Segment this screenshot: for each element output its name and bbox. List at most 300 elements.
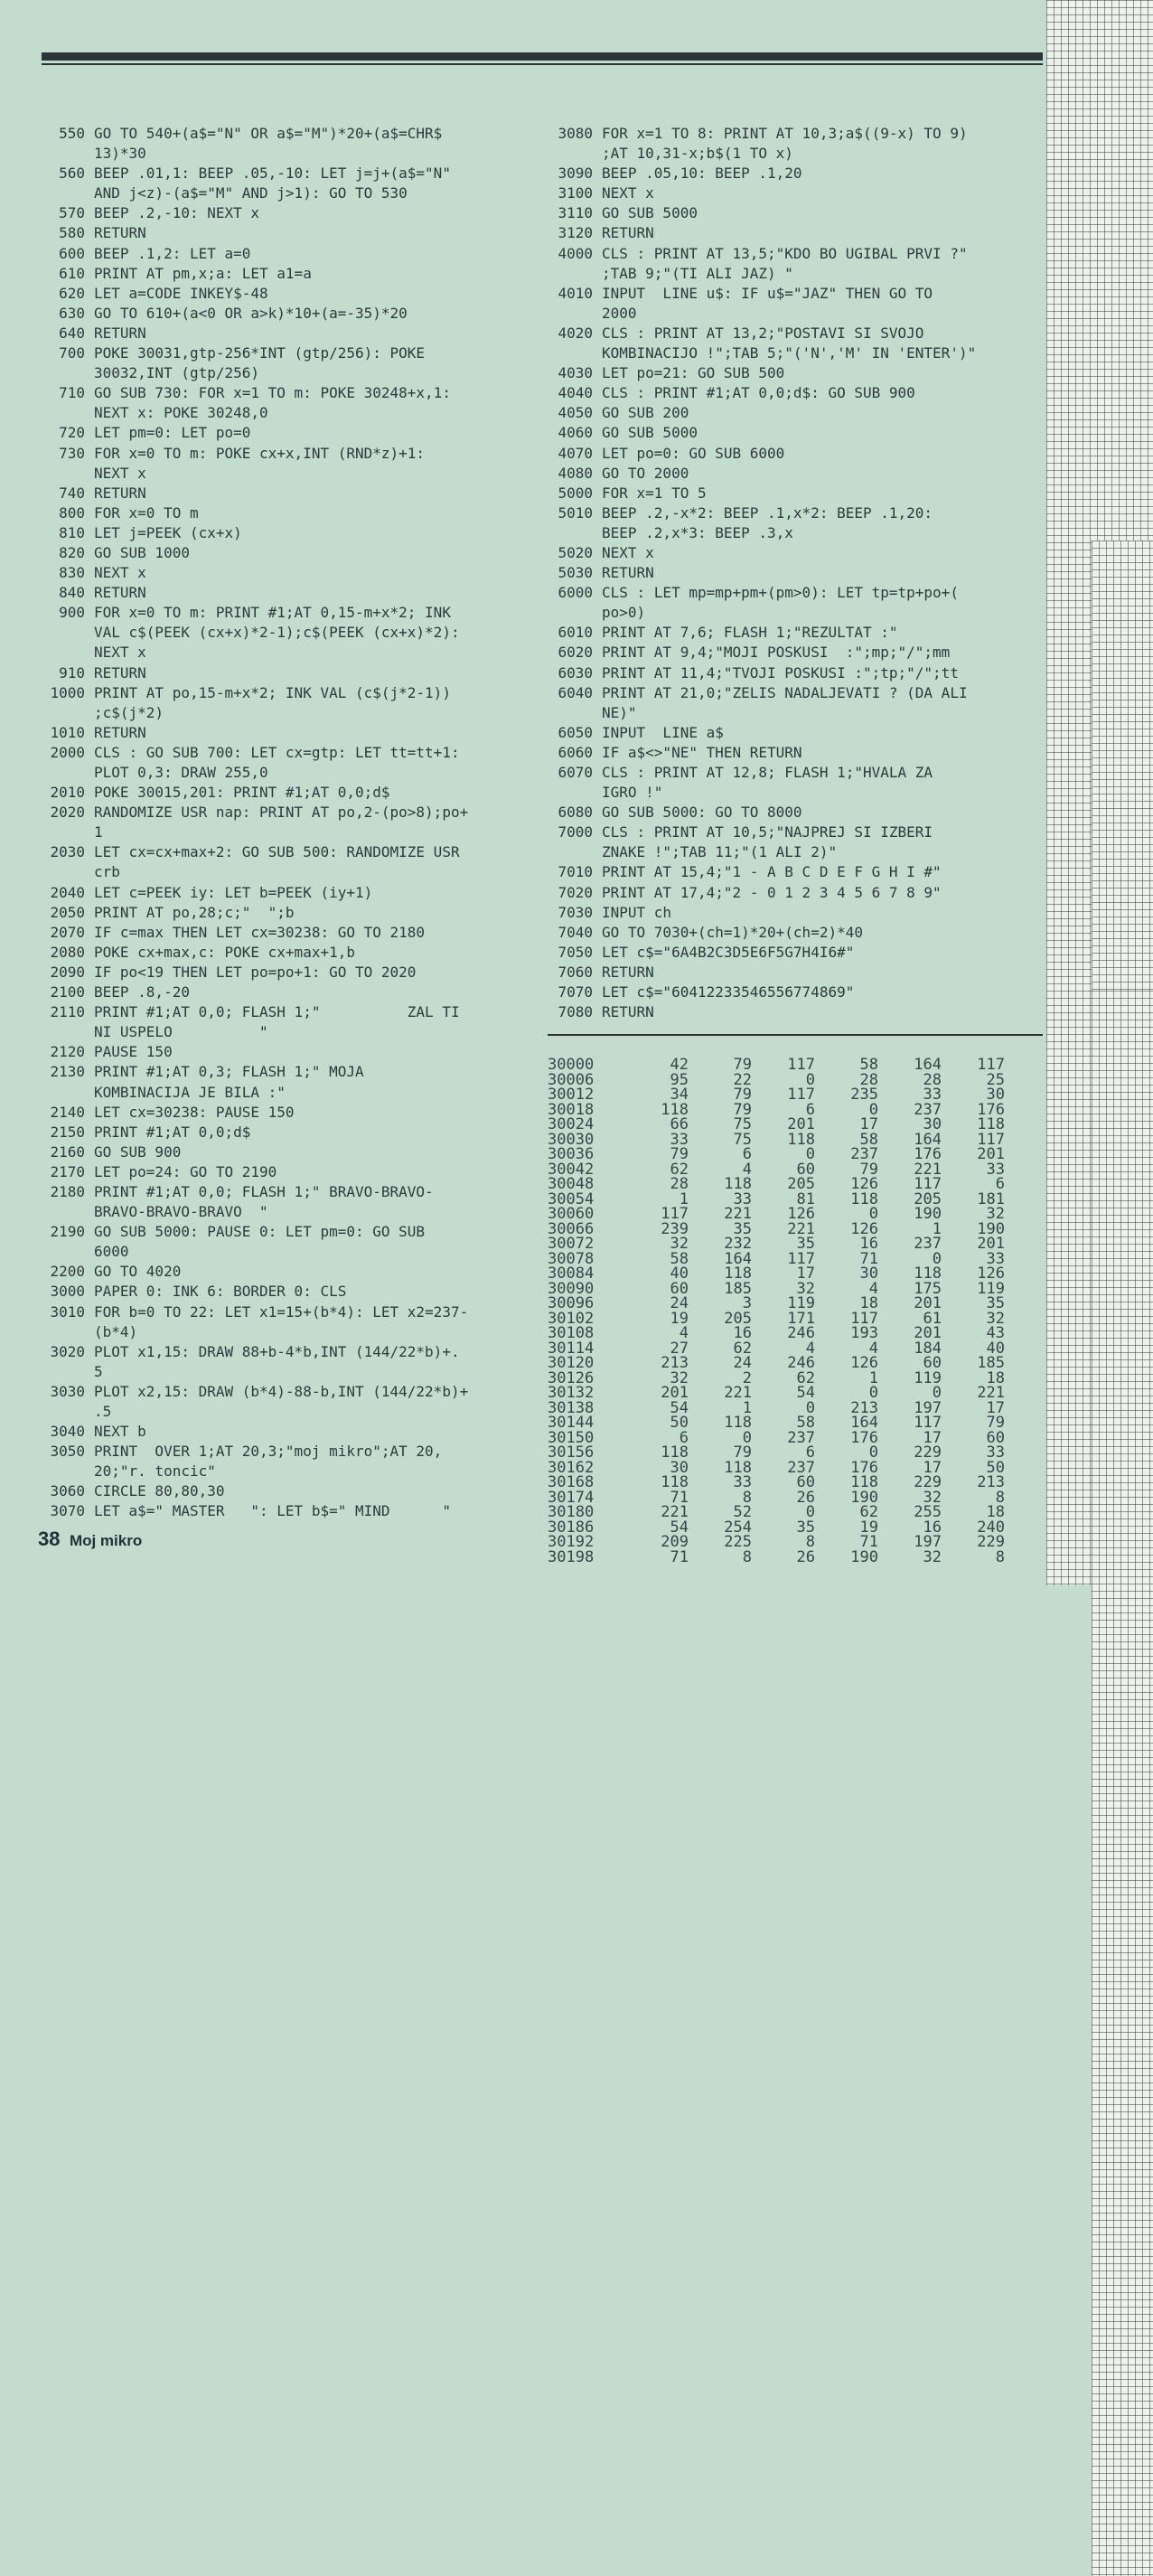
line-statement: POKE 30031,gtp-256*INT (gtp/256): POKE [94, 344, 426, 362]
dump-byte: 32 [670, 1368, 689, 1387]
dump-byte: 30 [986, 1086, 1005, 1104]
line-number: 2000 [50, 743, 85, 761]
code-line [40, 1422, 546, 1442]
dump-byte: 17 [986, 1398, 1005, 1417]
dump-byte: 237 [787, 1458, 815, 1477]
line-statement: NI USPELO " [94, 1023, 268, 1041]
dump-byte: 62 [796, 1368, 815, 1387]
code-line [40, 1123, 546, 1142]
dump-byte: 60 [670, 1279, 689, 1298]
dump-byte: 246 [787, 1324, 815, 1342]
dump-byte: 28 [923, 1070, 942, 1089]
line-number: 2020 [50, 804, 85, 822]
line-statement: RETURN [94, 484, 146, 502]
line-statement: PLOT x1,15: DRAW 88+b-4*b,INT (144/22*b)+. [94, 1342, 460, 1360]
line-number: 5010 [558, 503, 593, 522]
line-statement: POKE cx+max,c: POKE cx+max+1,b [94, 943, 355, 961]
dump-byte: 58 [796, 1414, 815, 1432]
dump-byte: 118 [661, 1100, 689, 1119]
line-number: 4010 [558, 284, 593, 302]
code-line [40, 1302, 546, 1322]
punch-hole-mark [1092, 991, 1153, 2576]
line-statement: LET po=21: GO SUB 500 [602, 364, 785, 382]
dump-byte: 221 [914, 1160, 942, 1179]
line-number: 1010 [50, 723, 85, 741]
dump-address: 30030 [548, 1130, 595, 1149]
dump-byte: 3 [742, 1294, 752, 1312]
dump-byte: 164 [914, 1056, 942, 1074]
dump-row [548, 1266, 1043, 1282]
dump-byte: 118 [724, 1458, 752, 1477]
code-line [548, 503, 1043, 523]
dump-byte: 193 [850, 1324, 878, 1342]
code-line [40, 1501, 546, 1521]
dump-byte: 184 [914, 1339, 942, 1358]
code-line [40, 523, 546, 543]
dump-byte: 205 [724, 1309, 752, 1328]
line-number: 7060 [558, 963, 593, 981]
code-line [548, 963, 1043, 982]
code-line [548, 743, 1043, 763]
code-line [40, 1262, 546, 1282]
line-statement: LET a=CODE INKEY$-48 [94, 284, 268, 302]
line-number: 3110 [558, 204, 593, 222]
line-number: 3040 [50, 1423, 85, 1441]
dump-byte: 8 [995, 1547, 1005, 1566]
line-statement: INPUT ch [602, 903, 672, 921]
dump-byte: 33 [733, 1473, 752, 1491]
dump-byte: 27 [670, 1339, 689, 1358]
dump-byte: 54 [796, 1384, 815, 1402]
code-line [548, 563, 1043, 583]
code-line [40, 343, 546, 363]
dump-row [548, 1326, 1043, 1341]
code-line [548, 244, 1043, 264]
dump-address: 30084 [548, 1264, 595, 1283]
code-line [548, 603, 1043, 623]
dump-byte: 118 [787, 1130, 815, 1149]
code-line [40, 1382, 546, 1402]
line-statement: RETURN [94, 723, 146, 741]
line-statement: LET a$=" MASTER ": LET b$=" MIND " [94, 1502, 451, 1520]
line-statement: NEXT x [602, 543, 654, 561]
dump-byte: 6 [995, 1175, 1005, 1193]
line-statement: .5 [94, 1403, 112, 1420]
line-statement: BEEP .2,-10: NEXT x [94, 204, 260, 222]
code-line [40, 244, 546, 264]
code-line [40, 1083, 546, 1103]
dump-byte: 176 [914, 1145, 942, 1163]
code-line [548, 423, 1043, 443]
dump-byte: 2 [742, 1368, 752, 1387]
line-statement: PLOT x2,15: DRAW (b*4)-88-b,INT (144/22*b)+ [94, 1382, 469, 1400]
code-line [548, 124, 1043, 144]
dump-byte: 246 [787, 1354, 815, 1372]
line-statement: ZNAKE !";TAB 11;"(1 ALI 2)" [602, 843, 838, 861]
dump-byte: 62 [670, 1160, 689, 1179]
dump-byte: 79 [733, 1086, 752, 1104]
dump-byte: 237 [914, 1100, 942, 1119]
line-statement: (b*4) [94, 1322, 138, 1340]
line-statement: PAUSE 150 [94, 1043, 173, 1061]
line-statement: RANDOMIZE USR nap: PRINT AT po,2-(po>8);po+ [94, 804, 469, 822]
dump-address: 30102 [548, 1309, 595, 1328]
dump-byte: 117 [914, 1414, 942, 1432]
dump-byte: 190 [914, 1205, 942, 1223]
line-number: 830 [59, 564, 85, 582]
line-number: 6030 [558, 663, 593, 682]
line-number: 600 [59, 244, 85, 262]
dump-row [548, 1249, 1043, 1268]
dump-byte: 117 [977, 1130, 1005, 1149]
code-line [548, 264, 1043, 284]
dump-byte: 213 [850, 1398, 878, 1417]
code-line [40, 423, 546, 443]
code-line [548, 403, 1043, 423]
dump-byte: 60 [923, 1354, 942, 1372]
code-line [548, 883, 1043, 903]
line-number: 7000 [558, 823, 593, 841]
dump-byte: 254 [724, 1518, 752, 1537]
line-statement: PRINT AT 15,4;"1 - A B C D E F G H I #" [602, 863, 942, 881]
line-number: 2110 [50, 1003, 85, 1021]
dump-byte: 164 [850, 1414, 878, 1432]
dump-row [548, 1386, 1043, 1401]
code-line [548, 223, 1043, 243]
dump-byte: 35 [796, 1518, 815, 1537]
dump-address: 30042 [548, 1160, 595, 1179]
line-statement: RETURN [602, 564, 654, 582]
code-line [548, 643, 1043, 663]
line-statement: GO TO 4020 [94, 1263, 182, 1281]
line-number: 2120 [50, 1043, 85, 1061]
line-number: 3100 [558, 184, 593, 202]
code-line [548, 523, 1043, 543]
code-line [548, 842, 1043, 862]
dump-byte: 205 [787, 1175, 815, 1193]
dump-byte: 32 [796, 1279, 815, 1298]
dump-byte: 79 [733, 1056, 752, 1074]
dump-byte: 0 [868, 1100, 878, 1119]
line-statement: PRINT AT po,15-m+x*2; INK VAL (c$(j*2-1)) [94, 683, 451, 701]
line-statement: ;AT 10,31-x;b$(1 TO x) [602, 145, 793, 163]
code-line [548, 763, 1043, 783]
dump-byte: 62 [733, 1339, 752, 1358]
line-number: 810 [59, 523, 85, 541]
line-number: 6060 [558, 743, 593, 761]
dump-address: 30120 [548, 1354, 595, 1372]
dump-row [548, 1428, 1043, 1447]
line-number: 3070 [50, 1502, 85, 1520]
dump-byte: 164 [914, 1130, 942, 1149]
code-line [40, 543, 546, 563]
line-number: 5020 [558, 543, 593, 561]
line-statement: PAPER 0: INK 6: BORDER 0: CLS [94, 1283, 347, 1301]
dump-byte: 201 [914, 1294, 942, 1312]
line-statement: BEEP .2,x*3: BEEP .3,x [602, 523, 793, 541]
line-number: 7020 [558, 883, 593, 901]
dump-address: 30156 [548, 1443, 595, 1462]
code-line [40, 603, 546, 623]
dump-byte: 79 [733, 1100, 752, 1119]
line-statement: RETURN [602, 224, 654, 242]
line-number: 610 [59, 264, 85, 282]
dump-address: 30072 [548, 1235, 595, 1253]
line-statement: GO SUB 200 [602, 404, 689, 422]
line-number: 3080 [558, 125, 593, 142]
dump-byte: 71 [670, 1488, 689, 1507]
line-statement: CIRCLE 80,80,30 [94, 1482, 225, 1500]
dump-byte: 6 [805, 1443, 815, 1462]
dump-row [548, 1520, 1043, 1536]
line-number: 1000 [50, 683, 85, 701]
line-number: 570 [59, 204, 85, 222]
dump-byte: 117 [850, 1309, 878, 1328]
dump-row [548, 1475, 1043, 1490]
line-statement: IF a$<>"NE" THEN RETURN [602, 743, 802, 761]
dump-byte: 4 [742, 1160, 752, 1179]
line-number: 2180 [50, 1182, 85, 1200]
line-statement: 30032,INT (gtp/256) [94, 364, 260, 382]
dump-byte: 1 [868, 1368, 878, 1387]
dump-byte: 35 [986, 1294, 1005, 1312]
line-statement: VAL c$(PEEK (cx+x)*2-1);c$(PEEK (cx+x)*2): [94, 624, 460, 642]
line-statement: LET po=0: GO SUB 6000 [602, 444, 785, 462]
basic-listing-right [548, 124, 1043, 1022]
code-line [40, 144, 546, 164]
dump-byte: 30 [923, 1115, 942, 1133]
dump-address: 30012 [548, 1086, 595, 1104]
code-line [548, 1002, 1043, 1022]
dump-byte: 24 [670, 1294, 689, 1312]
dump-byte: 221 [724, 1384, 752, 1402]
dump-address: 30060 [548, 1205, 595, 1223]
code-line [40, 583, 546, 603]
dump-byte: 50 [986, 1458, 1005, 1477]
line-statement: FOR x=0 TO m: PRINT #1;AT 0,15-m+x*2; INK [94, 604, 451, 622]
line-statement: GO SUB 5000: GO TO 8000 [602, 804, 802, 822]
code-line [40, 862, 546, 882]
line-number: 3020 [50, 1342, 85, 1360]
dump-byte: 229 [914, 1443, 942, 1462]
line-number: 2100 [50, 983, 85, 1001]
code-line [548, 144, 1043, 164]
dump-byte: 119 [914, 1368, 942, 1387]
dump-byte: 118 [724, 1175, 752, 1193]
line-number: 6010 [558, 624, 593, 642]
dump-byte: 185 [724, 1279, 752, 1298]
line-statement: CLS : PRINT AT 13,5;"KDO BO UGIBAL PRVI ?" [602, 244, 968, 262]
dump-byte: 0 [932, 1384, 942, 1402]
line-statement: IF po<19 THEN LET po=po+1: GO TO 2020 [94, 963, 417, 981]
dump-byte: 95 [670, 1070, 689, 1089]
line-statement: GO TO 7030+(ch=1)*20+(ch=2)*40 [602, 923, 863, 941]
line-statement: LET c$="6A4B2C3D5E6F5G7H4I6#" [602, 943, 855, 961]
dump-byte: 54 [670, 1398, 689, 1417]
dump-byte: 0 [868, 1443, 878, 1462]
dump-byte: 201 [914, 1324, 942, 1342]
line-number: 7030 [558, 903, 593, 921]
line-number: 7040 [558, 923, 593, 941]
dump-byte: 16 [859, 1235, 878, 1253]
line-statement: GO SUB 5000 [602, 204, 698, 222]
line-statement: RETURN [602, 1003, 654, 1021]
line-statement: PRINT #1;AT 0,0; FLASH 1;" ZAL TI [94, 1003, 460, 1021]
line-statement: INPUT LINE u$: IF u$="JAZ" THEN GO TO [602, 284, 933, 302]
dump-byte: 32 [670, 1235, 689, 1253]
dump-address: 30018 [548, 1100, 595, 1119]
dump-byte: 26 [796, 1488, 815, 1507]
dump-byte: 171 [787, 1309, 815, 1328]
code-line [548, 982, 1043, 1002]
line-number: 7080 [558, 1003, 593, 1021]
dump-row [548, 1058, 1043, 1073]
line-statement: PRINT AT 7,6; FLASH 1;"REZULTAT :" [602, 624, 898, 642]
dump-byte: 240 [977, 1518, 1005, 1537]
code-line [40, 363, 546, 383]
line-statement: PLOT 0,3: DRAW 255,0 [94, 764, 268, 781]
dump-row [548, 1398, 1043, 1417]
code-line [548, 343, 1043, 363]
dump-byte: 205 [914, 1189, 942, 1208]
dump-byte: 126 [850, 1219, 878, 1238]
dump-byte: 8 [805, 1533, 815, 1551]
dump-byte: 58 [859, 1130, 878, 1149]
line-statement: CLS : GO SUB 700: LET cx=gtp: LET tt=tt+1: [94, 743, 460, 761]
code-line [548, 444, 1043, 464]
line-statement: 1 [94, 823, 103, 841]
code-line [40, 1442, 546, 1462]
basic-listing-left [40, 124, 546, 1522]
dump-byte: 0 [868, 1384, 878, 1402]
code-line [40, 403, 546, 423]
line-statement: PRINT #1;AT 0,3; FLASH 1;" MOJA [94, 1063, 364, 1081]
dump-byte: 4 [679, 1324, 689, 1342]
line-number: 2190 [50, 1223, 85, 1241]
dump-byte: 75 [733, 1130, 752, 1149]
line-number: 3030 [50, 1382, 85, 1400]
dump-byte: 118 [850, 1189, 878, 1208]
line-statement: GO TO 610+(a<0 OR a>k)*10+(a=-35)*20 [94, 304, 408, 322]
code-line [40, 1342, 546, 1362]
dump-byte: 221 [661, 1503, 689, 1521]
dump-byte: 33 [986, 1443, 1005, 1462]
code-line [40, 1022, 546, 1042]
line-statement: NEXT x [94, 464, 146, 482]
dump-byte: 81 [796, 1189, 815, 1208]
page-footer [38, 1528, 142, 1551]
dump-byte: 176 [977, 1100, 1005, 1119]
line-number: 5030 [558, 564, 593, 582]
line-statement: PRINT #1;AT 0,0;d$ [94, 1123, 251, 1141]
code-line [548, 683, 1043, 703]
dump-byte: 118 [850, 1473, 878, 1491]
dump-address: 30168 [548, 1473, 595, 1491]
line-number: 7010 [558, 863, 593, 881]
code-line [40, 464, 546, 484]
line-statement: 2000 [602, 304, 637, 322]
dump-byte: 26 [796, 1547, 815, 1566]
code-line [548, 943, 1043, 963]
code-line [548, 183, 1043, 203]
dump-address: 30078 [548, 1249, 595, 1268]
code-line [40, 982, 546, 1002]
dump-byte: 118 [724, 1414, 752, 1432]
dump-byte: 60 [796, 1473, 815, 1491]
dump-byte: 213 [661, 1354, 689, 1372]
line-statement: FOR x=0 TO m: POKE cx+x,INT (RND*z)+1: [94, 444, 426, 462]
code-line [40, 1322, 546, 1342]
line-number: 2040 [50, 883, 85, 901]
line-number: 2150 [50, 1123, 85, 1141]
dump-byte: 71 [859, 1533, 878, 1551]
code-line [40, 1182, 546, 1202]
line-number: 3090 [558, 165, 593, 183]
dump-byte: 197 [914, 1398, 942, 1417]
dump-byte: 0 [805, 1503, 815, 1521]
line-statement: PRINT OVER 1;AT 20,3;"moj mikro";AT 20, [94, 1443, 443, 1461]
code-line [548, 783, 1043, 803]
dump-byte: 33 [986, 1249, 1005, 1268]
line-statement: LET c=PEEK iy: LET b=PEEK (iy+1) [94, 883, 373, 901]
dump-byte: 118 [661, 1443, 689, 1462]
code-line [548, 164, 1043, 183]
line-statement: PRINT AT 9,4;"MOJI POSKUSI :";mp;"/";mm [602, 644, 951, 662]
line-statement: GO TO 2000 [602, 464, 689, 482]
dump-byte: 118 [724, 1264, 752, 1283]
code-line [40, 723, 546, 743]
dump-byte: 201 [977, 1145, 1005, 1163]
dump-byte: 118 [914, 1264, 942, 1283]
dump-byte: 126 [850, 1354, 878, 1372]
line-number: 550 [59, 125, 85, 142]
dump-byte: 8 [995, 1488, 1005, 1507]
dump-byte: 58 [670, 1249, 689, 1268]
line-statement: GO SUB 5000 [602, 424, 698, 442]
dump-byte: 35 [733, 1219, 752, 1238]
dump-byte: 8 [742, 1547, 752, 1566]
dump-byte: 6 [805, 1100, 815, 1119]
dump-byte: 30 [670, 1458, 689, 1477]
code-line [40, 623, 546, 643]
line-statement: RETURN [94, 584, 146, 602]
line-number: 3120 [558, 224, 593, 242]
dump-address: 30192 [548, 1533, 595, 1551]
dump-byte: 40 [986, 1339, 1005, 1358]
line-statement: RETURN [602, 963, 654, 981]
line-statement: NE)" [602, 703, 637, 721]
code-line [40, 1162, 546, 1182]
code-line [40, 1282, 546, 1302]
header-rule [42, 52, 1043, 61]
line-statement: po>0) [602, 604, 646, 622]
code-line [40, 683, 546, 703]
line-number: 6050 [558, 723, 593, 741]
code-line [548, 383, 1043, 403]
line-statement: crb [94, 863, 120, 881]
dump-byte: 118 [977, 1115, 1005, 1133]
line-number: 820 [59, 543, 85, 561]
dump-byte: 213 [977, 1473, 1005, 1491]
line-statement: GO TO 540+(a$="N" OR a$="M")*20+(a$=CHR$ [94, 125, 443, 142]
dump-byte: 117 [787, 1056, 815, 1074]
dump-byte: 19 [670, 1309, 689, 1328]
code-line [40, 124, 546, 144]
dump-byte: 201 [661, 1384, 689, 1402]
code-line [548, 703, 1043, 723]
line-number: 3000 [50, 1283, 85, 1301]
dump-byte: 17 [859, 1115, 878, 1133]
